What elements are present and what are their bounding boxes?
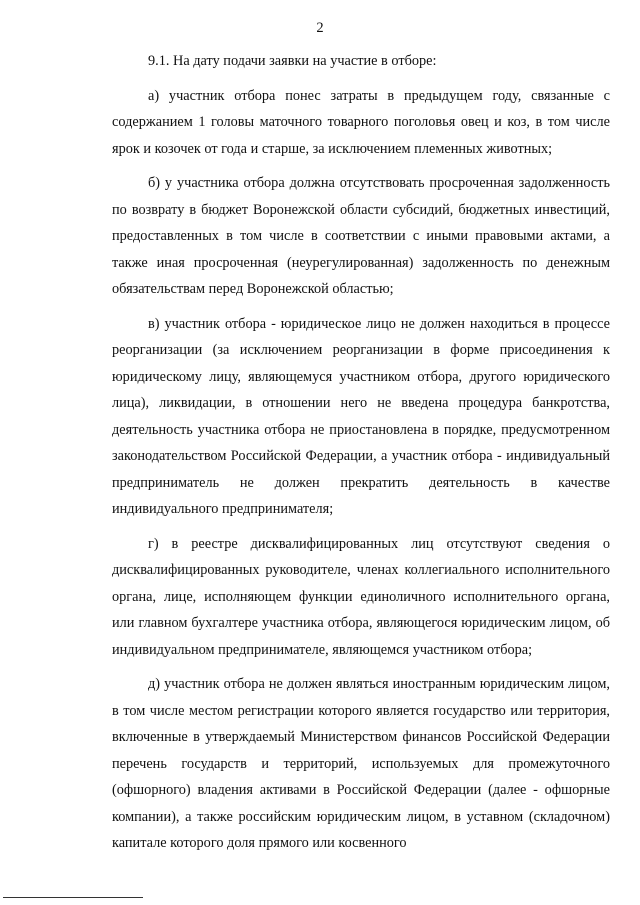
paragraph-d: д) участник отбора не должен являться иностранным юридическим лицом, в том числе местом регистрации которого является государство или территория, включенные в утверждаемый Министерством финансов Российской Федерации перечень государств и территорий, используемых для промежуточного (офшорного) владения активами в Российской Федерации (далее - офшорные компании), а также российским юридическим лицом, в уставном (складочном) капитале которого доля прямого или косвенного [112, 676, 610, 851]
paragraph-v: в) участник отбора - юридическое лицо не должен находиться в процессе реорганизации (за исключением реорганизации в форме присоединения к юридическому лицу, являющемуся участником отбора, другого юридического лица), ликвидации, в отношении него не введена процедура банкротства, деятельность участника отбора не приостановлена в порядке, предусмотренном законодательством Российской Федерации, а участник отбора - индивидуальный предприниматель не должен прекратить деятельность в качестве индивидуального предпринимателя; [112, 315, 610, 517]
page-number: 2 [316, 20, 324, 36]
paragraph-a: а) участник отбора понес затраты в предыдущем году, связанные с содержанием 1 головы маточного товарного поголовья овец и коз, в том числе ярок и козочек от года и старше, за исключением племенных животных; [112, 87, 610, 157]
footnote-divider [3, 897, 143, 898]
paragraph-g: г) в реестре дисквалифицированных лиц отсутствуют сведения о дисквалифицированных руководителе, членах коллегиального исполнительного органа, лице, исполняющем функции единоличного исполнительного органа, или главном бухгалтере участника отбора, являющегося юридическим лицом, об индивидуальном предпринимателе, являющемся участником отбора; [112, 535, 610, 658]
document-body [112, 48, 610, 857]
paragraph-9-1-heading: 9.1. На дату подачи заявки на участие в отборе: [148, 53, 437, 69]
paragraph-b: б) у участника отбора должна отсутствовать просроченная задолженность по возврату в бюджет Воронежской области субсидий, бюджетных инвестиций, предоставленных в том числе в соответствии с иными правовыми актами, а также иная просроченная (неурегулированная) задолженность по денежным обязательствам перед Воронежской областью; [112, 175, 610, 297]
